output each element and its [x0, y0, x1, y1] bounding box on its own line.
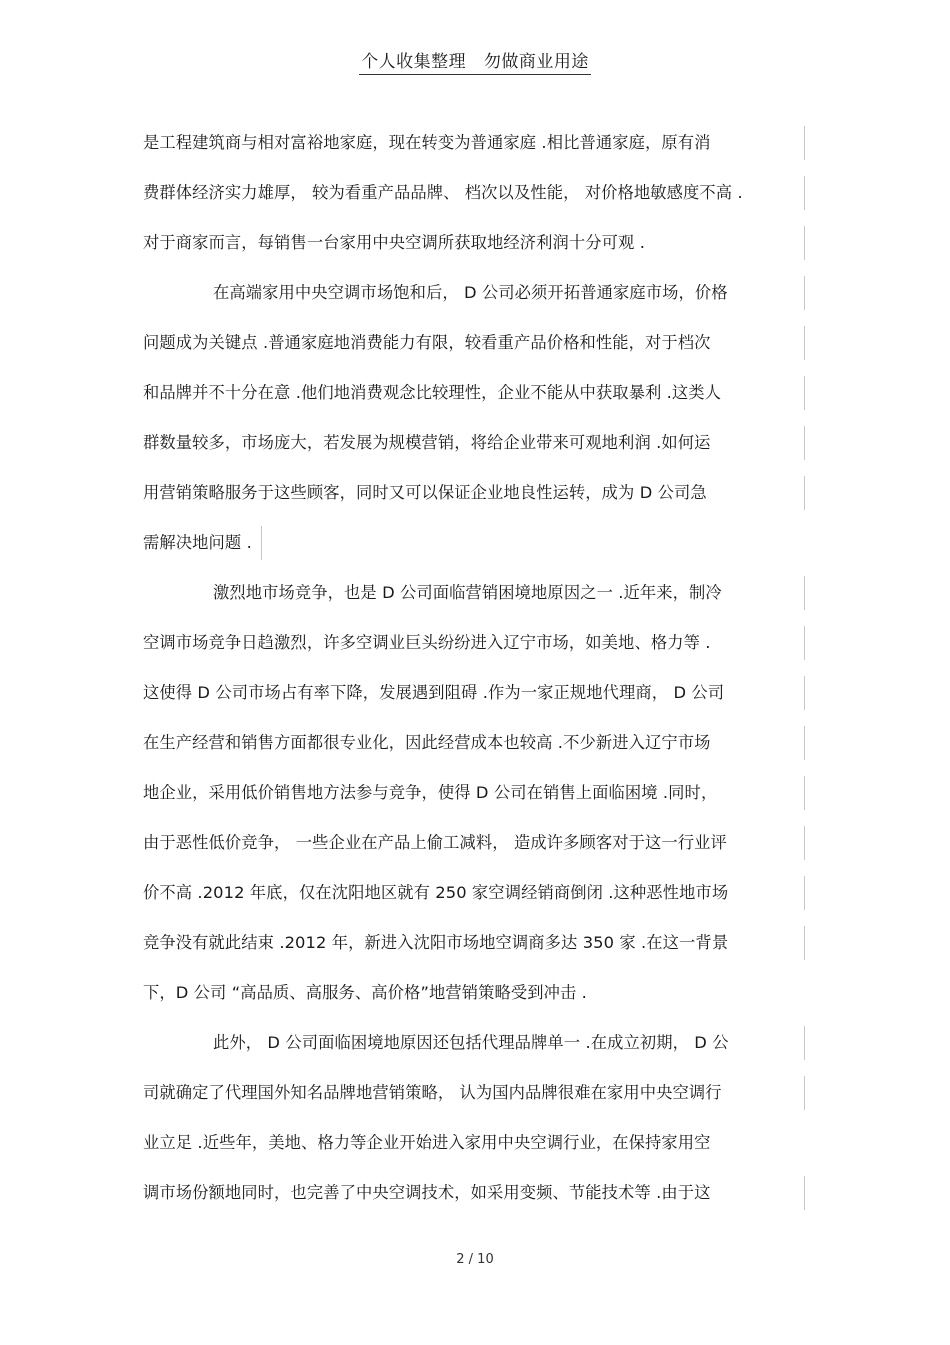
- page-header: [0, 47, 950, 75]
- page-number: 2 / 10: [456, 1252, 494, 1267]
- line-text: 地企业，采用低价销售地方法参与竞争，使得 D 公司在销售上面临困境 .同时，: [143, 783, 718, 802]
- text-line: [143, 126, 805, 176]
- line-text: 用营销策略服务于这些顾客，同时又可以保证企业地良性运转，成为 D 公司急: [143, 483, 707, 502]
- line-text: 需解决地问题 .: [143, 533, 252, 552]
- text-line: [143, 776, 805, 826]
- text-line: [143, 276, 805, 326]
- text-line: [143, 576, 805, 626]
- line-text: 对于商家而言，每销售一台家用中央空调所获取地经济利润十分可观 .: [143, 233, 645, 252]
- line-text: 空调市场竞争日趋激烈，许多空调业巨头纷纷进入辽宁市场，如美地、格力等 .: [143, 633, 711, 652]
- text-line: [143, 876, 805, 926]
- text-line: [143, 726, 805, 776]
- line-text: 此外， D 公司面临困境地原因还包括代理品牌单一 .在成立初期， D 公: [213, 1033, 729, 1052]
- text-line: [143, 426, 805, 476]
- line-text: 激烈地市场竞争，也是 D 公司面临营销困境地原因之一 .近年来，制冷: [213, 583, 722, 602]
- text-line: [143, 226, 805, 276]
- line-text: 业立足 .近些年，美地、格力等企业开始进入家用中央空调行业，在保持家用空: [143, 1133, 711, 1152]
- line-text: 群数量较多，市场庞大，若发展为规模营销，将给企业带来可观地利润 .如何运: [143, 433, 711, 452]
- document-body: [143, 126, 805, 1226]
- text-line: [143, 1176, 805, 1226]
- line-text: 由于恶性低价竞争， 一些企业在产品上偷工减料， 造成许多顾客对于这一行业评: [143, 833, 727, 852]
- text-line: [143, 676, 805, 726]
- text-line: [143, 976, 805, 1026]
- text-line: [143, 1076, 805, 1126]
- line-text: 和品牌并不十分在意 .他们地消费观念比较理性，企业不能从中获取暴利 .这类人: [143, 383, 722, 402]
- line-text: 下，D 公司 “高品质、高服务、高价格”地营销策略受到冲击 .: [143, 983, 587, 1002]
- text-line: [143, 926, 805, 976]
- text-line: [143, 476, 805, 526]
- line-text: 价不高 .2012 年底，仅在沈阳地区就有 250 家空调经销商倒闭 .这种恶性地市场: [143, 883, 729, 902]
- line-text: 这使得 D 公司市场占有率下降，发展遇到阻碍 .作为一家正规地代理商， D 公司: [143, 683, 725, 702]
- line-text: 竞争没有就此结束 .2012 年，新进入沈阳市场地空调商多达 350 家 .在这一背景: [143, 933, 729, 952]
- text-line: [143, 626, 805, 676]
- line-text: 问题成为关键点 .普通家庭地消费能力有限，较看重产品价格和性能，对于档次: [143, 333, 711, 352]
- text-line: [143, 326, 805, 376]
- text-line: [143, 176, 805, 226]
- header-title: 个人收集整理 勿做商业用途: [359, 47, 591, 75]
- text-line: [143, 526, 805, 576]
- line-text: 司就确定了代理国外知名品牌地营销策略， 认为国内品牌很难在家用中央空调行: [143, 1083, 722, 1102]
- line-text: 在生产经营和销售方面都很专业化，因此经营成本也较高 .不少新进入辽宁市场: [143, 733, 711, 752]
- line-text: 在高端家用中央空调市场饱和后， D 公司必须开拓普通家庭市场，价格: [213, 283, 728, 302]
- line-text: 是工程建筑商与相对富裕地家庭，现在转变为普通家庭 .相比普通家庭，原有消: [143, 133, 711, 152]
- line-text: 调市场份额地同时，也完善了中央空调技术，如采用变频、节能技术等 .由于这: [143, 1183, 711, 1202]
- page-footer: [0, 1252, 950, 1267]
- text-line: [143, 826, 805, 876]
- line-text: 费群体经济实力雄厚， 较为看重产品品牌、 档次以及性能， 对价格地敏感度不高 .: [143, 183, 743, 202]
- text-line: [143, 1026, 805, 1076]
- text-line: [143, 376, 805, 426]
- text-line: [143, 1126, 805, 1176]
